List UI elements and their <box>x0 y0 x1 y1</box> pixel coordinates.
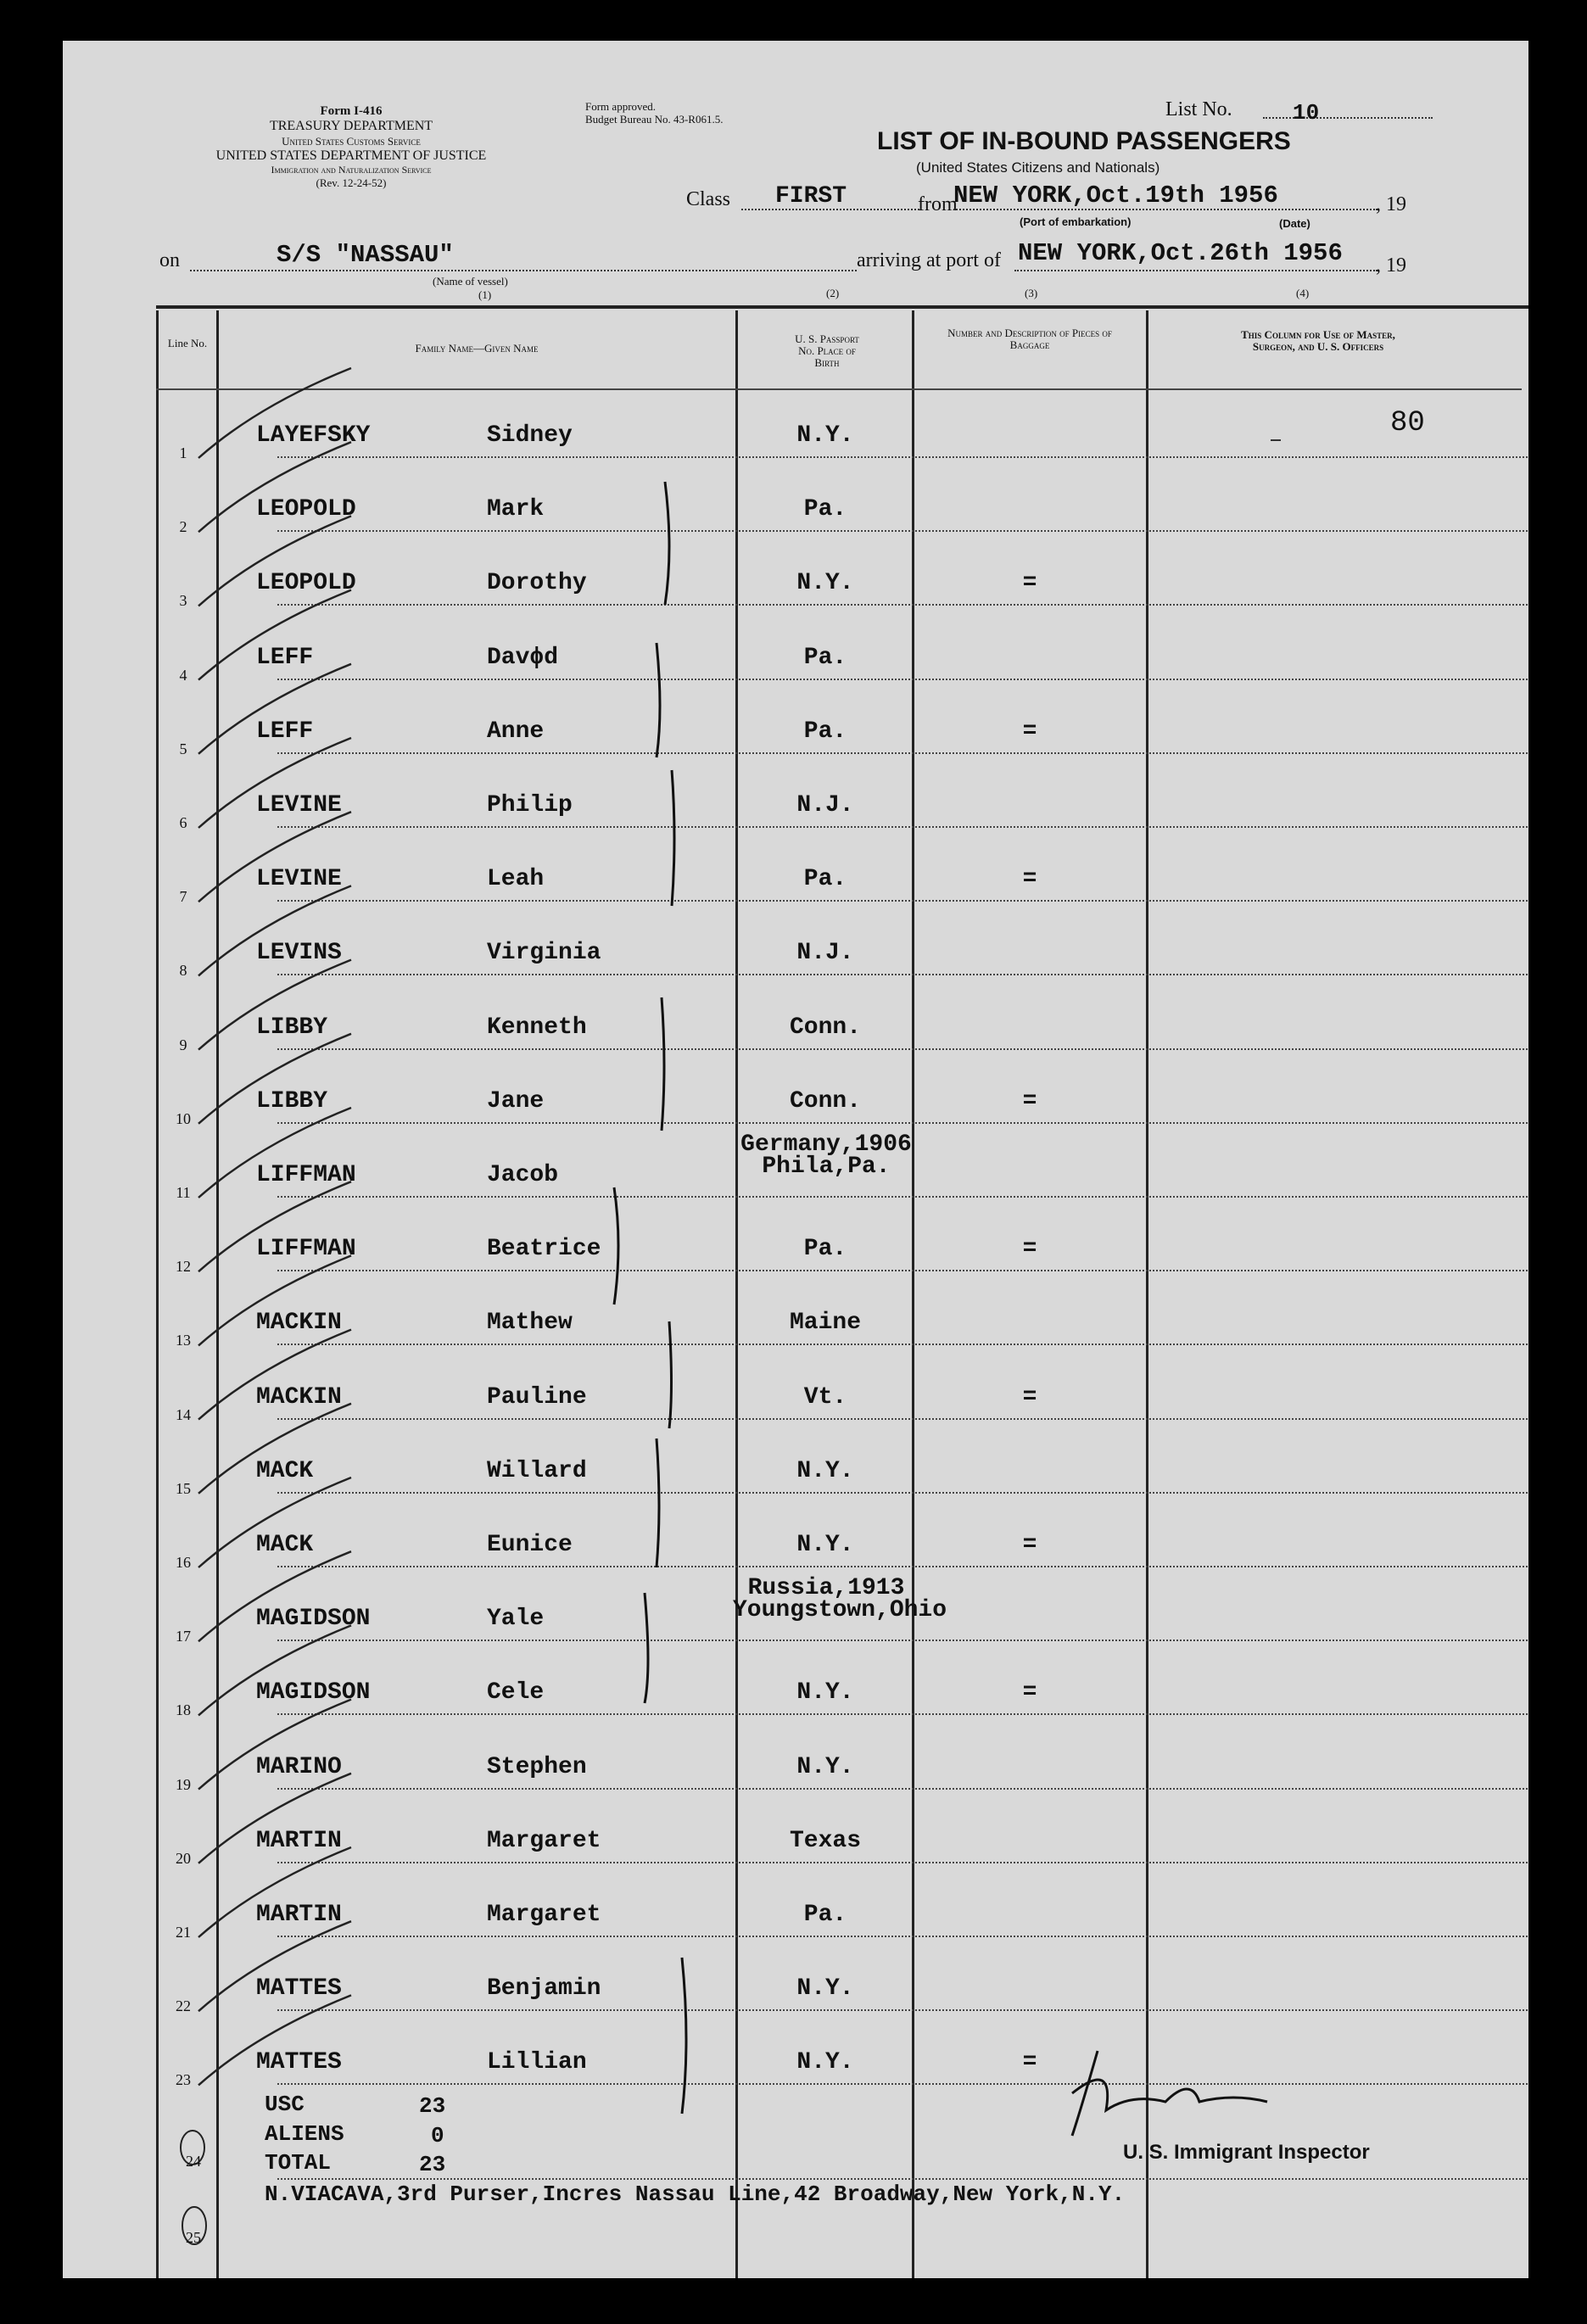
line-number: 7 <box>179 888 187 906</box>
aliens-label: ALIENS <box>265 2121 344 2147</box>
col-number-4: (4) <box>1296 287 1310 299</box>
birthplace: N.Y. <box>796 1457 854 1484</box>
given-name: Dorothy <box>487 570 587 597</box>
col-header-passport: U. S. Passport No. Place of Birth <box>795 332 859 369</box>
line-number: 19 <box>176 1775 191 1793</box>
check-stroke <box>198 516 351 606</box>
birthplace: N.J. <box>796 940 854 967</box>
col-header-officers: This Column for Use of Master, Surgeon, and U. S. Officers <box>1241 328 1395 353</box>
ins-service: Immigration and Naturalization Service <box>271 164 432 176</box>
family-name: MARINO <box>256 1753 342 1780</box>
birthplace: N.J. <box>796 792 854 818</box>
revision: (Rev. 12-24-52) <box>316 176 387 189</box>
check-stroke <box>198 738 351 828</box>
officer-note: 80 <box>1390 407 1425 439</box>
given-name: Virginia <box>487 940 601 967</box>
check-strokes <box>198 368 351 2085</box>
check-stroke <box>198 442 351 532</box>
birthplace: Pa. <box>803 1236 847 1263</box>
manifest-page <box>63 41 1528 2278</box>
birthplace: Pa. <box>803 496 847 523</box>
line-number: 13 <box>176 1332 191 1349</box>
check-stroke <box>198 1700 351 1790</box>
birthplace: Pa. <box>803 644 847 671</box>
line-number-24: 24 <box>186 2153 201 2170</box>
on-label: on <box>159 249 180 271</box>
check-stroke <box>198 1330 351 1420</box>
given-name: Pauline <box>487 1383 587 1411</box>
given-name: Benjamin <box>487 1975 601 2003</box>
birthplace: Texas <box>789 1827 861 1854</box>
bracket-levine <box>672 770 674 906</box>
line-number: 15 <box>176 1479 191 1497</box>
given-name: Sidney <box>487 422 573 449</box>
justice-dept: UNITED STATES DEPARTMENT OF JUSTICE <box>215 148 487 163</box>
baggage-mark: = <box>1022 1087 1037 1115</box>
check-stroke <box>198 960 351 1050</box>
line-number: 10 <box>176 1109 191 1127</box>
col-number-2: (2) <box>826 287 840 299</box>
line-number: 17 <box>176 1628 191 1645</box>
total-label: TOTAL <box>265 2150 332 2176</box>
line-number: 22 <box>176 1997 191 2015</box>
family-name: LIFFMAN <box>256 1162 356 1188</box>
check-stroke <box>198 590 351 680</box>
bracket-mack <box>657 1439 659 1567</box>
check-stroke <box>198 1404 351 1494</box>
given-name: Lillian <box>487 2049 587 2076</box>
line-number: 6 <box>179 814 187 831</box>
check-stroke <box>198 1478 351 1567</box>
birthplace: N.Y. <box>796 570 854 597</box>
given-name: Leah <box>487 866 545 893</box>
check-stroke <box>198 1034 351 1124</box>
family-name: LEFF <box>256 718 314 745</box>
bracket-magidson <box>645 1593 648 1703</box>
aliens-value: 0 <box>431 2123 444 2148</box>
handwritten-marks <box>63 41 1528 2278</box>
usc-label: USC <box>265 2092 305 2117</box>
given-name: Mathew <box>487 1310 573 1337</box>
baggage-mark: = <box>1022 1679 1037 1707</box>
given-name: Mark <box>487 496 545 523</box>
check-stroke <box>198 664 351 754</box>
birthplace: Pa. <box>803 866 847 893</box>
page-subtitle: (United States Citizens and Nationals) <box>916 159 1160 176</box>
birthplace-origin: Germany,1906 <box>740 1131 912 1158</box>
list-number: 10 <box>1293 100 1320 126</box>
birthplace: Pa. <box>803 718 847 745</box>
year-suffix-arrival: , 19 <box>1376 254 1406 277</box>
birthplace: N.Y. <box>796 1975 854 2003</box>
family-name: MACKIN <box>256 1383 342 1411</box>
form-number: Form I-416 <box>320 104 383 118</box>
baggage-mark: = <box>1022 1383 1037 1411</box>
family-name: LIBBY <box>256 1014 328 1041</box>
baggage-mark: = <box>1022 570 1037 597</box>
inspector-caption: U. S. Immigrant Inspector <box>1123 2141 1370 2164</box>
family-name: LEVINE <box>256 792 342 818</box>
check-stroke <box>198 812 351 902</box>
purser-line: N.VIACAVA,3rd Purser,Incres Nassau Line,42 Broadway,New York,N.Y. <box>265 2182 1126 2207</box>
birthplace: N.Y. <box>796 1753 854 1780</box>
baggage-mark: = <box>1022 1532 1037 1558</box>
line-number-25: 25 <box>186 2229 201 2246</box>
family-name: MACK <box>256 1532 314 1558</box>
given-name: Cele <box>487 1679 545 1707</box>
line-number: 20 <box>176 1849 191 1867</box>
col-header-line: Line No. <box>167 337 208 349</box>
birthplace: Conn. <box>789 1014 861 1041</box>
arrival-port-date: NEW YORK,Oct.26th 1956 <box>1018 239 1343 267</box>
given-name: Eunice <box>487 1532 573 1558</box>
given-name: Anne <box>487 718 545 745</box>
family-name: MACK <box>256 1457 314 1484</box>
family-name: LEOPOLD <box>256 570 356 597</box>
class-label: Class <box>686 188 731 210</box>
given-name: Philip <box>487 792 573 818</box>
form-approved: Form approved. <box>585 100 657 113</box>
given-name: Jacob <box>487 1162 559 1188</box>
check-stroke <box>198 1625 351 1715</box>
birthplace: Youngstown,Ohio <box>733 1597 947 1624</box>
family-name: MACKIN <box>256 1310 342 1337</box>
treasury-dept: TREASURY DEPARTMENT <box>269 119 433 133</box>
bracket-liffman <box>614 1187 618 1304</box>
line-number: 11 <box>176 1184 191 1201</box>
family-name: LEVINE <box>256 866 342 893</box>
given-name: Stephen <box>487 1753 587 1780</box>
line-circles <box>181 2131 206 2244</box>
page-title: LIST OF IN-BOUND PASSENGERS <box>877 127 1291 155</box>
birthplace-origin: Russia,1913 <box>747 1575 905 1602</box>
given-name: Kenneth <box>487 1014 587 1041</box>
check-stroke <box>198 1774 351 1863</box>
line-number: 2 <box>179 518 187 536</box>
given-name: Yale <box>487 1606 545 1633</box>
total-value: 23 <box>419 2152 446 2177</box>
line-number: 1 <box>179 444 187 461</box>
col-header-baggage: Number and Description of Pieces of Baggage <box>947 327 1112 351</box>
embark-port-date: NEW YORK,Oct.19th 1956 <box>953 182 1278 209</box>
check-stroke <box>198 1255 351 1345</box>
family-name: LIBBY <box>256 1087 328 1115</box>
customs-service: United States Customs Service <box>282 135 421 148</box>
check-stroke <box>198 885 351 975</box>
family-name: LEFF <box>256 644 314 671</box>
given-name: Willard <box>487 1457 587 1484</box>
year-suffix-from: , 19 <box>1376 193 1406 215</box>
col-header-name: Family Name—Given Name <box>415 342 539 355</box>
check-stroke <box>198 1847 351 1937</box>
line-number: 3 <box>179 592 187 610</box>
bracket-leff <box>657 643 660 757</box>
family-name: LEVINS <box>256 940 342 967</box>
vessel-name: S/S "NASSAU" <box>277 241 454 269</box>
baggage-mark: = <box>1022 718 1037 745</box>
line-number: 5 <box>179 740 187 757</box>
birthplace: Pa. <box>803 1902 847 1928</box>
given-name: Jane <box>487 1087 545 1115</box>
family-name: MATTES <box>256 2049 342 2076</box>
birthplace: N.Y. <box>796 1532 854 1558</box>
bracket-mackin <box>669 1321 672 1428</box>
birthplace: N.Y. <box>796 2049 854 2076</box>
col-number-3: (3) <box>1025 287 1038 299</box>
family-name: LAYEFSKY <box>256 422 371 449</box>
birthplace: Phila,Pa. <box>762 1154 891 1180</box>
from-label: from <box>918 193 958 215</box>
baggage-mark: = <box>1022 2049 1037 2076</box>
birthplace: N.Y. <box>796 1679 854 1707</box>
line-number: 12 <box>176 1258 191 1276</box>
birthplace: Conn. <box>789 1087 861 1115</box>
check-stroke <box>198 1182 351 1271</box>
row-rule-24 <box>277 2178 1528 2180</box>
usc-value: 23 <box>419 2093 446 2119</box>
birthplace: N.Y. <box>796 422 854 449</box>
family-name: LIFFMAN <box>256 1236 356 1263</box>
class-value: FIRST <box>775 183 847 209</box>
family-name: MAGIDSON <box>256 1606 371 1633</box>
birthplace: Maine <box>789 1310 861 1337</box>
budget-bureau: Budget Bureau No. 43-R061.5. <box>585 113 724 126</box>
family-name: MAGIDSON <box>256 1679 371 1707</box>
arriving-label: arriving at port of <box>857 249 1001 271</box>
line-number: 14 <box>176 1405 191 1423</box>
bracket-leopold <box>665 482 669 605</box>
given-name: Davɸd <box>487 644 559 671</box>
check-stroke <box>198 1551 351 1641</box>
line-number: 9 <box>179 1036 187 1053</box>
baggage-mark: = <box>1022 1236 1037 1263</box>
family-name: LEOPOLD <box>256 496 356 523</box>
family-name: MATTES <box>256 1975 342 2003</box>
baggage-mark: = <box>1022 866 1037 893</box>
check-stroke <box>198 1108 351 1198</box>
given-name: Margaret <box>487 1902 601 1928</box>
line-number: 21 <box>176 1924 191 1941</box>
port-embark-caption: (Port of embarkation) <box>1020 215 1132 228</box>
vessel-caption: (Name of vessel) <box>433 275 508 288</box>
line-number: 23 <box>176 2071 191 2089</box>
line-number: 18 <box>176 1701 191 1719</box>
given-name: Beatrice <box>487 1236 601 1263</box>
bracket-mattes <box>682 1958 686 2114</box>
family-name: MARTIN <box>256 1902 342 1928</box>
list-number-label: List No. <box>1165 98 1232 120</box>
check-stroke <box>198 1921 351 2011</box>
check-stroke <box>198 1995 351 2085</box>
date-caption: (Date) <box>1279 217 1310 230</box>
bracket-libby <box>662 997 664 1131</box>
check-stroke <box>198 368 351 458</box>
line-number: 16 <box>176 1554 191 1571</box>
col-number-1: (1) <box>478 288 492 301</box>
birthplace: Vt. <box>803 1383 847 1411</box>
family-name: MARTIN <box>256 1827 342 1854</box>
line-number: 8 <box>179 962 187 980</box>
inspector-signature <box>1072 2051 1267 2136</box>
given-name: Margaret <box>487 1827 601 1854</box>
line-number: 4 <box>179 666 187 684</box>
